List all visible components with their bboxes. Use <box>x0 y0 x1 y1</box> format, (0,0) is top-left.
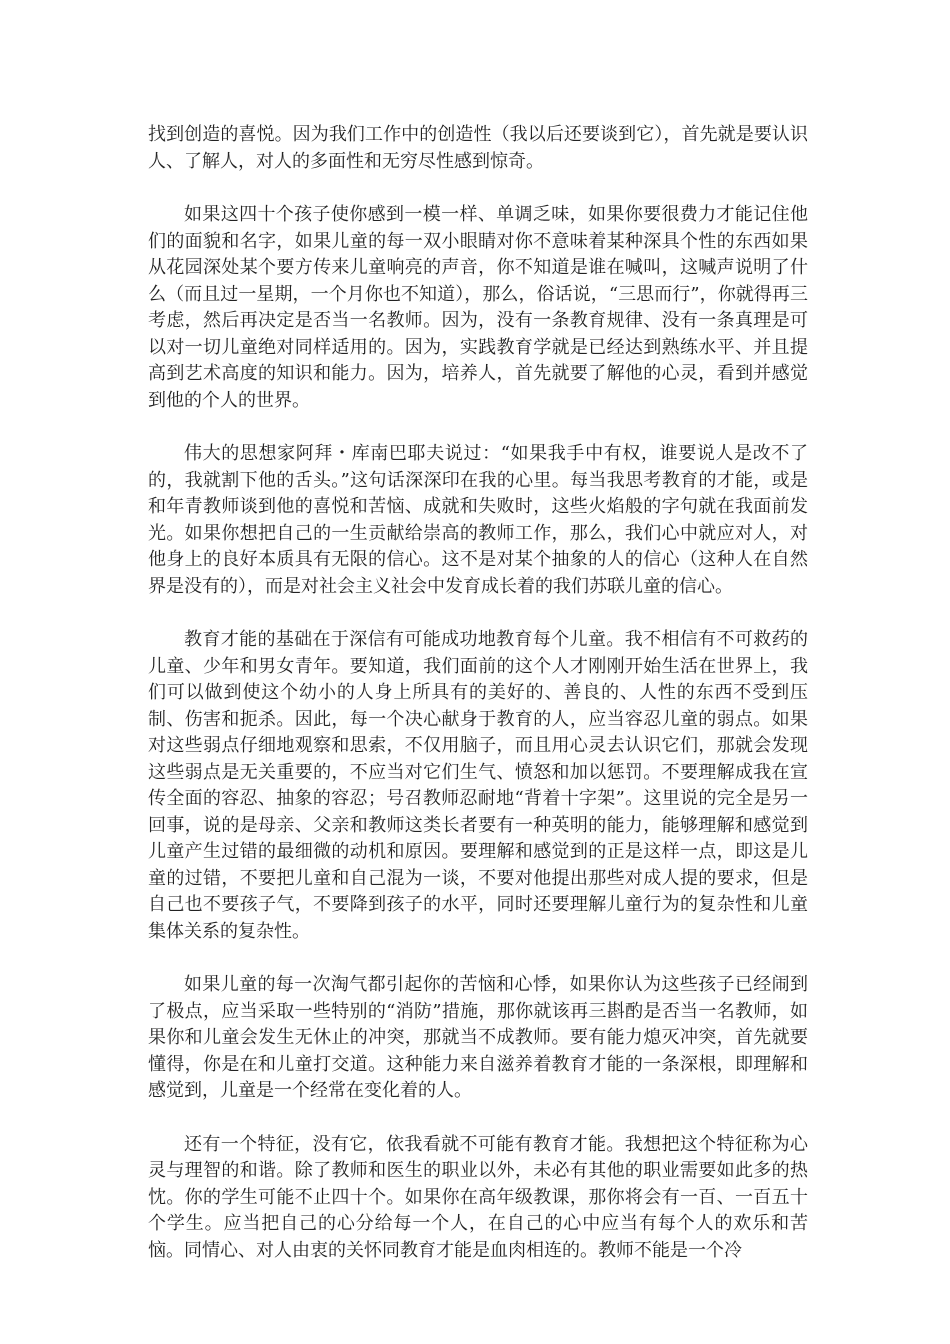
paragraph-1: 找到创造的喜悦。因为我们工作中的创造性（我以后还要谈到它），首先就是要认识人、了解人，对人的多面性和无穷尽性感到惊奇。 <box>148 124 808 172</box>
paragraph-2: 如果这四十个孩子使你感到一模一样、单调乏味，如果你要很费力才能记住他们的面貌和名字，如果儿童的每一双小眼睛对你不意味着某种深具个性的东西如果从花园深处某个要方传来儿童响亮的声音，你不知道是谁在喊叫，这喊声说明了什么（而且过一星期，一个月你也不知道），那么，俗话说，“三思而行”，你就得再三考虑，然后再决定是否当一名教师。因为，没有一条教育规律、没有一条真理是可以对一切儿童绝对同样适用的。因为，实践教育学就是已经达到熟练水平、并且提高到艺术高度的知识和能力。因为，培养人，首先就要了解他的心灵，看到并感觉到他的个人的世界。 <box>148 204 808 411</box>
paragraph-5: 如果儿童的每一次淘气都引起你的苦恼和心悸，如果你认为这些孩子已经闹到了极点，应当采取一些特别的“消防”措施，那你就该再三斟酌是否当一名教师，如果你和儿童会发生无休止的冲突，那就当不成教师。要有能力熄灭冲突，首先就要懂得，你是在和儿童打交道。这种能力来自滋养着教育才能的一条深根，即理解和感觉到，儿童是一个经常在变化着的人。 <box>148 974 808 1101</box>
paragraph-4: 教育才能的基础在于深信有可能成功地教育每个儿童。我不相信有不可救药的儿童、少年和男女青年。要知道，我们面前的这个人才刚刚开始生活在世界上，我们可以做到使这个幼小的人身上所具有的美好的、善良的、人性的东西不受到压制、伤害和扼杀。因此，每一个决心献身于教育的人，应当容忍儿童的弱点。如果对这些弱点仔细地观察和思索，不仅用脑子，而且用心灵去认识它们，那就会发现这些弱点是无关重要的，不应当对它们生气、愤怒和加以惩罚。不要理解成我在宣传全面的容忍、抽象的容忍；号召教师忍耐地“背着十字架”。这里说的完全是另一回事，说的是母亲、父亲和教师这类长者要有一种英明的能力，能够理解和感觉到儿童产生过错的最细微的动机和原因。要理解和感觉到的正是这样一点，即这是儿童的过错，不要把儿童和自己混为一谈，不要对他提出那些对成人提的要求，但是自己也不要孩子气，不要降到孩子的水平，同时还要理解儿童行为的复杂性和儿童集体关系的复杂性。 <box>148 629 808 942</box>
paragraph-6: 还有一个特征，没有它，依我看就不可能有教育才能。我想把这个特征称为心灵与理智的和谐。除了教师和医生的职业以外，未必有其他的职业需要如此多的热忱。你的学生可能不止四十个。如果你在高年级教课，那你将会有一百、一百五十个学生。应当把自己的心分给每一个人，在自己的心中应当有每个人的欢乐和苦恼。同情心、对人由衷的关怀同教育才能是血肉相连的。教师不能是一个冷 <box>148 1133 808 1261</box>
document-body <box>148 122 808 1264</box>
paragraph-3: 伟大的思想家阿拜・库南巴耶夫说过：“如果我手中有权，谁要说人是改不了的，我就割下他的舌头。”这句话深深印在我的心里。每当我思考教育的才能，或是和年青教师谈到他的喜悦和苦恼、成就和失败时，这些火焰般的字句就在我面前发光。如果你想把自己的一生贡献给崇高的教师工作，那么，我们心中就应对人，对他身上的良好本质具有无限的信心。这不是对某个抽象的人的信心（这种人在自然界是没有的），而是对社会主义社会中发育成长着的我们苏联儿童的信心。 <box>148 443 808 597</box>
